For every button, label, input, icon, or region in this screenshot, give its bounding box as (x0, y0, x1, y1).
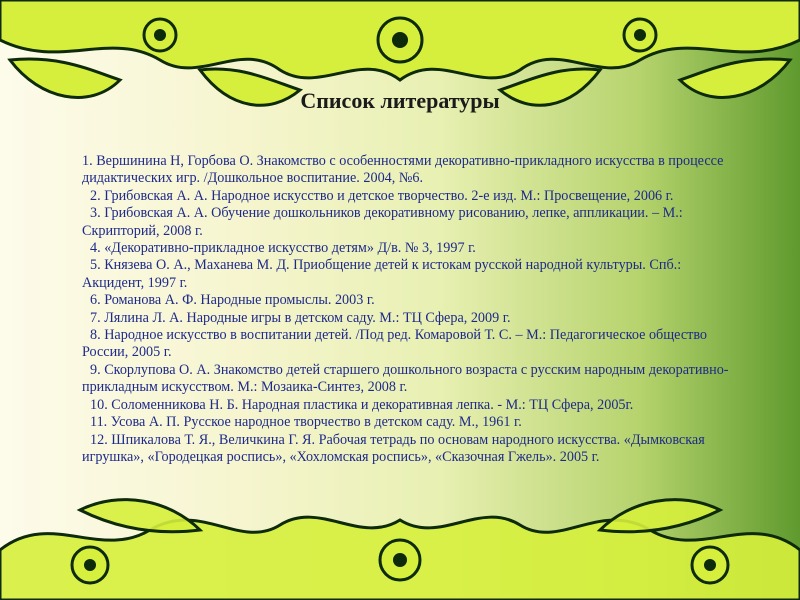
reference-item-2: 2. Грибовская А. А. Народное искусство и детское творчество. 2-е изд. М.: Просвещение, 2006 г. (90, 187, 674, 204)
reference-item-3: 3. Грибовская А. А. Обучение дошкольников декоративному рисованию, лепке, аппликации. – М.: Скрипторий, 2008 г. (82, 205, 683, 239)
reference-item-10: 10. Соломенникова Н. Б. Народная пластика и декоративная лепка. - М.: ТЦ Сфера, 2005г. (90, 396, 634, 413)
reference-item-8: 8. Народное искусство в воспитании детей. /Под ред. Комаровой Т. С. – М.: Педагогическое общество России, 2005 г. (82, 327, 708, 361)
reference-list (82, 153, 742, 466)
reference-item-12: 12. Шпикалова Т. Я., Величкина Г. Я. Рабочая тетрадь по основам народного искусства. «Дымковская игрушка», «Городецкая роспись», «Хохломская роспись», «Сказочная Гжель». 2005 г. (82, 431, 705, 465)
reference-item-6: 6. Романова А. Ф. Народные промыслы. 2003 г. (90, 292, 375, 309)
reference-item-5: 5. Князева О. А., Маханева М. Д. Приобщение детей к истокам русской народной культуры. Спб.: Акцидент, 1997 г. (82, 257, 682, 291)
reference-item-1: 1. Вершинина Н, Горбова О. Знакомство с особенностями декоративно-прикладного искусства в процессе дидактических игр. /Дошкольное воспитание. 2004, №6. (82, 153, 724, 187)
reference-item-7: 7. Лялина Л. А. Народные игры в детском саду. М.: ТЦ Сфера, 2009 г. (90, 309, 511, 326)
reference-item-9: 9. Скорлупова О. А. Знакомство детей старшего дошкольного возраста с русским народным декоративно-прикладным искусством. М.: Мозаика-Синтез, 2008 г. (82, 361, 729, 396)
bottom-ornament-border (0, 490, 800, 600)
reference-item-11: 11. Усова А. П. Русское народное творчество в детском саду. М., 1961 г. (90, 414, 522, 431)
reference-item-4: 4. «Декоративно-прикладное искусство детям» Д/в. № 3, 1997 г. (90, 240, 476, 257)
slide-title: Список литературы (300, 88, 500, 113)
